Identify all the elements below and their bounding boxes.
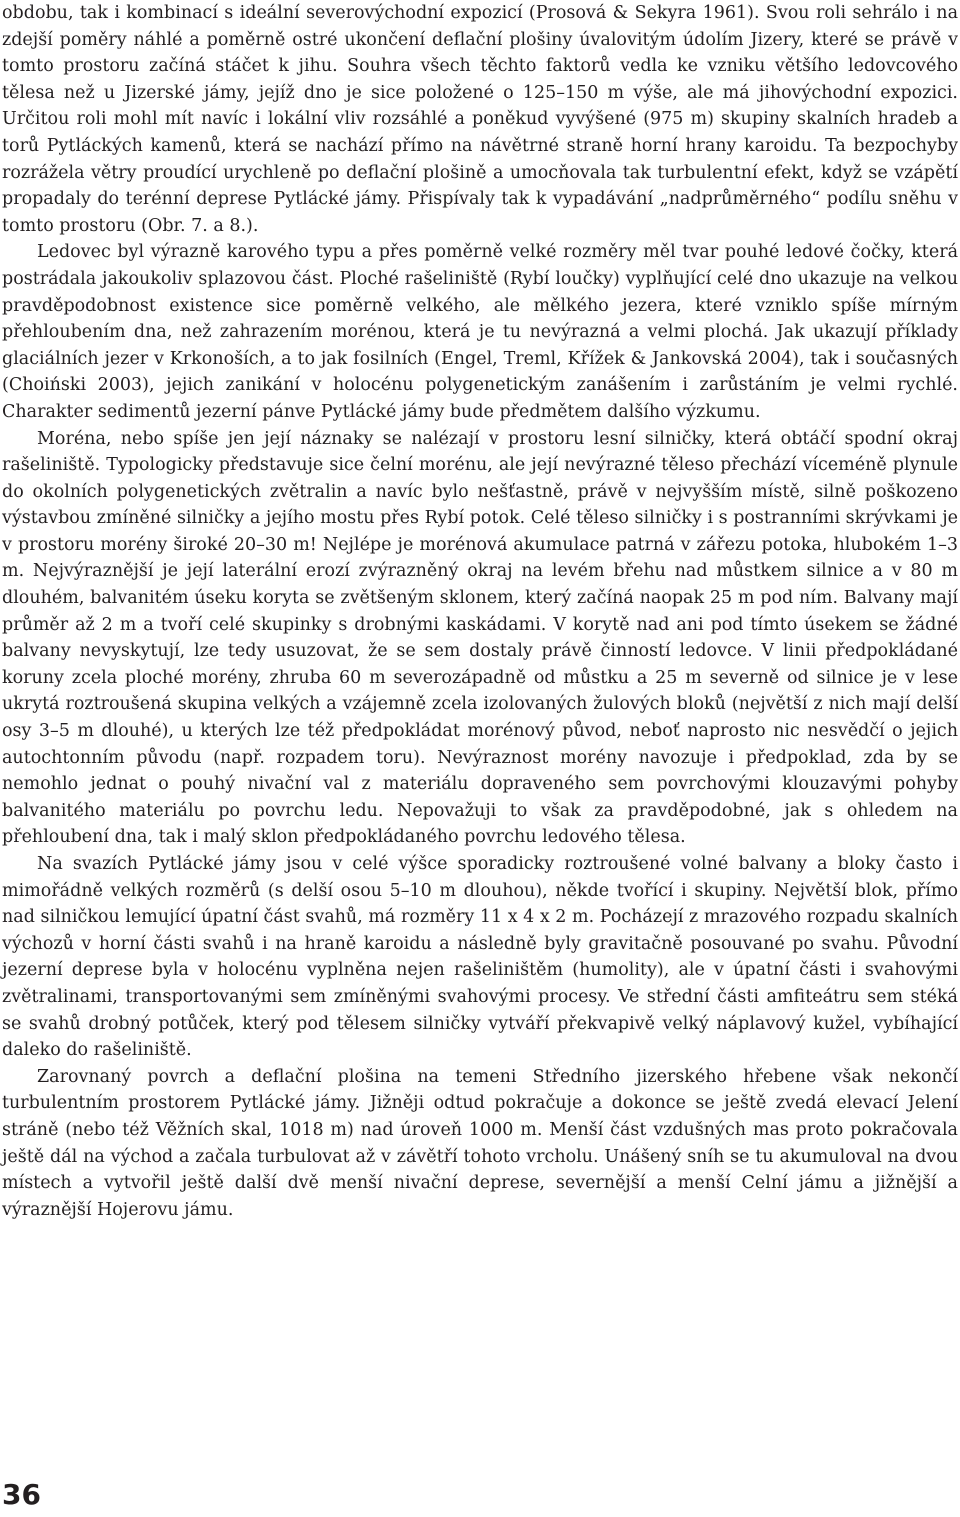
page-number: 36: [2, 1478, 41, 1511]
body-text: [2, 0, 958, 1223]
paragraph: Na svazích Pytlácké jámy jsou v celé výšce sporadicky roztroušené volné balvany a bloky často i mimořádně velkých rozměrů (s delší osou 5–10 m dlouhou), někde tvořící i skupiny. Největší blok, přímo nad silničkou lemující úpatní část svahů, má rozměry 11 x 4 x 2 m. Pocházejí z mrazového rozpadu skalních výchozů v horní části svahů i na hraně karoidu a následně byly gravitačně posouvané po svahu. Původní jezerní deprese byla v holocénu vyplněna nejen rašeliništěm (humolity), ale v úpatní části i svahovými zvětralinami, transportovanými sem zmíněnými svahovými procesy. Ve střední části amfiteátru sem stéká se svahů drobný potůček, který pod tělesem silničky vytváří překvapivě velký náplavový kužel, vybíhající daleko do rašeliniště.: [2, 854, 958, 1061]
paragraph: Ledovec byl výrazně karového typu a přes poměrně velké rozměry měl tvar pouhé ledové čočky, která postrádala jakoukoliv splazovou část. Ploché rašeliniště (Rybí loučky) vyplňující celé dno ukazuje na velkou pravděpodobnost existence sice poměrně velkého, ale mělkého jezera, které vzniklo spíše mírným přehloubením dna, než zahrazením morénou, která je tu nevýrazná a velmi plochá. Jak ukazují příklady glaciálních jezer v Krkonoších, a to jak fosilních (Engel, Treml, Křížek & Jankovská 2004), tak i současných (Choiński 2003), jejich zanikání v holocénu polygenetickým zanášením i zarůstáním je velmi rychlé. Charakter sedimentů jezerní pánve Pytlácké jámy bude předmětem dalšího výzkumu.: [2, 242, 958, 422]
paragraph: Moréna, nebo spíše jen její náznaky se nalézají v prostoru lesní silničky, která obtáčí spodní okraj rašeliniště. Typologicky představuje sice čelní morénu, ale její nevýrazné těleso přechází víceméně plynule do okolních polygenetických zvětralin a navíc bylo nešťastně, právě v nejvyšším místě, silně poškozeno výstavbou zmíněné silničky a jejího mostu přes Rybí potok. Celé těleso silničky i s postranními skrývkami je v prostoru morény široké 20–30 m! Nejlépe je morénová akumulace patrná v zářezu potoka, hlubokém 1–3 m. Nejvýraznější je její laterální erozí zvýrazněný okraj na levém břehu nad můstkem silnice a v 80 m dlouhém, balvanitém úseku koryta se zvětšeným sklonem, který začíná naopak 25 m pod ním. Balvany mají průměr až 2 m a tvoří celé skupinky s drobnými kaskádami. V korytě nad ani pod tímto úsekem se žádné balvany nevyskytují, lze tedy usuzovat, že se sem dostaly právě činností ledovce. V linii předpokládané koruny zcela ploché morény, zhruba 60 m severozápadně od můstku a 25 m severně od silnice je v lese ukrytá roztroušená skupina velkých a vzájemně zcela izolovaných žulových bloků (největší z nich mají delší osy 3–5 m dlouhé), u kterých lze též předpokládat morénový původ, neboť naprosto nic nesvědčí o jejich autochtonním původu (např. rozpadem toru). Nevýraznost morény navozuje i předpoklad, zda by se nemohlo jednat o pouhý nivační val z materiálu dopraveného sem povrchovými klouzavými pohyby balvanitého materiálu po povrchu ledu. Nepovažuji to však za pravděpodobné, jak s ohledem na přehloubení dna, tak i malý sklon předpokládaného povrchu ledového tělesa.: [2, 428, 958, 848]
document-page: [2, 0, 958, 1517]
paragraph: Zarovnaný povrch a deflační plošina na temeni Středního jizerského hřebene však nekončí turbulentním prostorem Pytlácké jámy. Jižněji odtud pokračuje a dokonce se ještě zvedá elevací Jelení stráně (nebo též Věžních skal, 1018 m) nad úroveň 1000 m. Menší část vzdušných mas proto pokračovala ještě dál na východ a začala turbulovat až v závětří tohoto vrcholu. Unášený sníh se tu akumuloval na dvou místech a vytvořil ještě další dvě menší nivační deprese, severnější a menší Celní jámu a jižnější a výraznější Hojerovu jámu.: [2, 1066, 958, 1220]
paragraph: obdobu, tak i kombinací s ideální severovýchodní expozicí (Prosová & Sekyra 1961). Svou roli sehrálo i na zdejší poměry náhlé a poměrně ostré ukončení deflační plošiny úvalovitým údolím Jizery, které se právě v tomto prostoru začíná stáčet k jihu. Souhra všech těchto faktorů vedla ke vzniku většího ledovcového tělesa než u Jizerské jámy, jejíž dno je sice položené o 125–150 m výše, ale má jihovýchodní expozici. Určitou roli mohl mít navíc i lokální vliv rozsáhlé a poněkud vyvýšené (975 m) skupiny skalních hradeb a torů Pytláckých kamenů, která se nachází přímo na návětrné straně horní hrany karoidu. Ta bezpochyby rozrážela větry proudící urychleně po deflační plošině a umocňovala tak turbulentní efekt, když se vzápětí propadaly do terénní deprese Pytlácké jámy. Přispívaly tak k vypadávání „nadprůměrného“ podílu sněhu v tomto prostoru (Obr. 7. a 8.).: [2, 3, 958, 236]
